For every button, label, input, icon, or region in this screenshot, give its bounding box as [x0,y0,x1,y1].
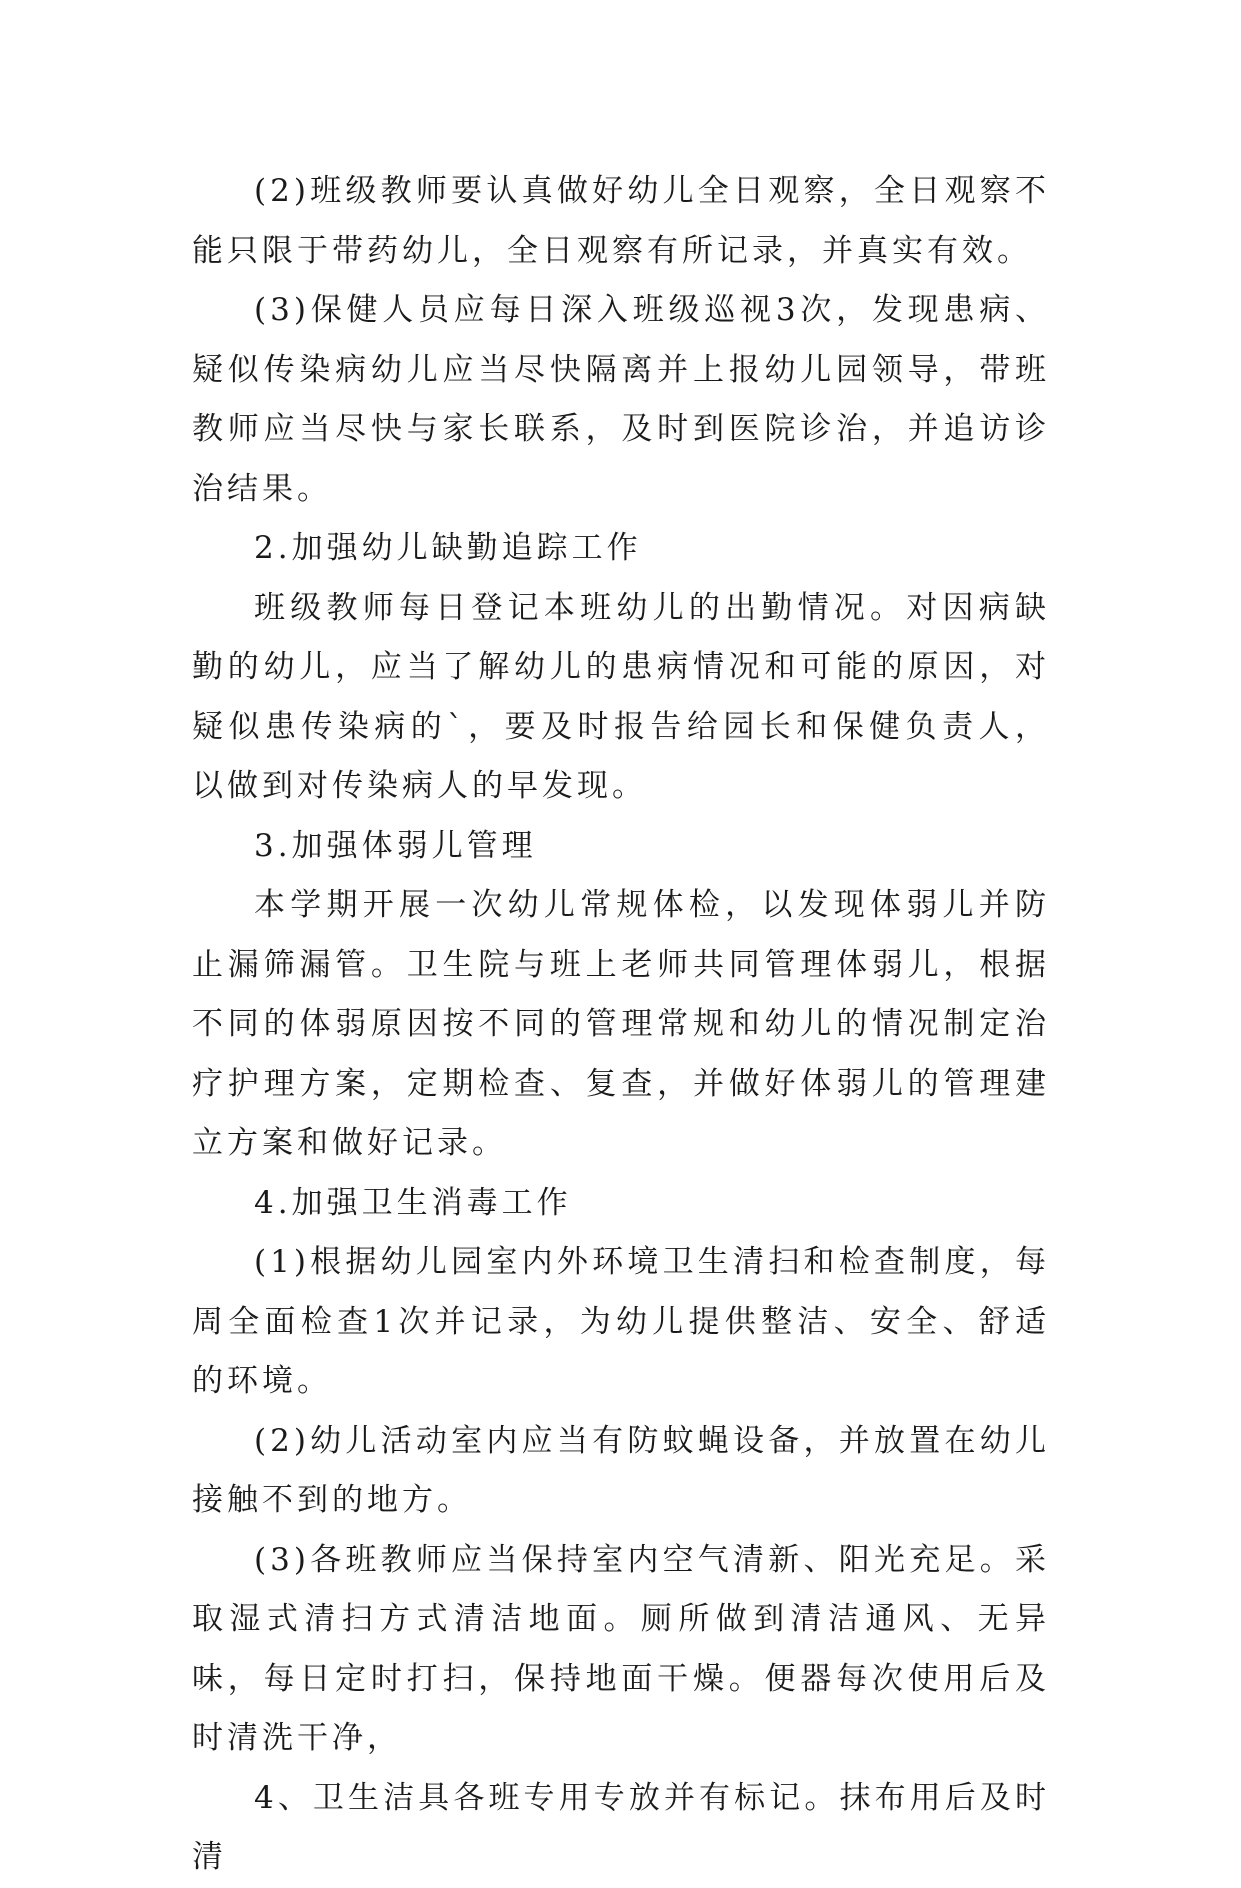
paragraph-health-inspection: (3)保健人员应每日深入班级巡视3次，发现患病、疑似传染病幼儿应当尽快隔离并上报幼儿园领导，带班教师应当尽快与家长联系，及时到医院诊治，并追访诊治结果。 [192,292,1050,507]
paragraph-weak-children: 本学期开展一次幼儿常规体检，以发现体弱儿并防止漏筛漏管。卫生院与班上老师共同管理体弱儿，根据不同的体弱原因按不同的管理常规和幼儿的情况制定治疗护理方案，定期检查、复查，并做好体弱儿的管理建立方案和做好记录。 [192,887,1050,1161]
paragraph-absence: 班级教师每日登记本班幼儿的出勤情况。对因病缺勤的幼儿，应当了解幼儿的患病情况和可能的原因，对疑似患传染病的`，要及时报告给园长和保健负责人，以做到对传染病人的早发现。 [192,589,1050,804]
section-heading-hygiene: 4.加强卫生消毒工作 [254,1184,572,1221]
paragraph-observation: (2)班级教师要认真做好幼儿全日观察，全日观察不能只限于带药幼儿，全日观察有所记录，并真实有效。 [192,173,1050,269]
section-heading-absence: 2.加强幼儿缺勤追踪工作 [254,530,642,566]
paragraph-mosquito-prevention: (2)幼儿活动室内应当有防蚊蝇设备，并放置在幼儿接触不到的地方。 [192,1422,1050,1518]
paragraph-hygiene-inspection: (1)根据幼儿园室内外环境卫生清扫和检查制度，每周全面检查1次并记录，为幼儿提供整洁、安全、舒适的环境。 [192,1244,1050,1399]
paragraph-cleaning-tools: 4、卫生洁具各班专用专放并有标记。抹布用后及时清 [192,1779,1050,1875]
section-heading-weak-children: 3.加强体弱儿管理 [254,827,537,864]
document-body [192,162,1050,1888]
paragraph-air-cleaning: (3)各班教师应当保持室内空气清新、阳光充足。采取湿式清扫方式清洁地面。厕所做到清洁通风、无异味，每日定时打扫，保持地面干燥。便器每次使用后及时清洗干净， [192,1541,1050,1756]
